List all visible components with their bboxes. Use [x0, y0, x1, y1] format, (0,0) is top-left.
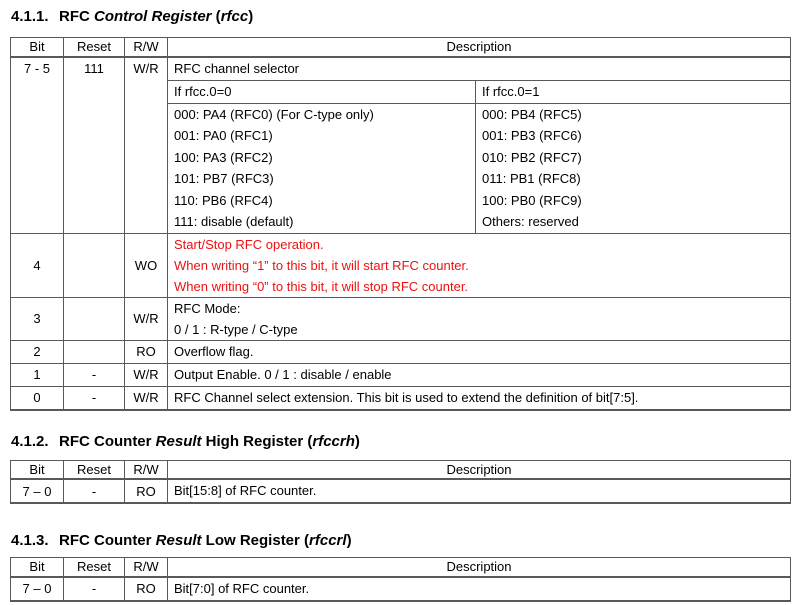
- rw-cell: W/R: [125, 297, 168, 340]
- option-line: 011: PB1 (RFC8): [482, 171, 581, 186]
- description-cell: [168, 479, 791, 503]
- col-header-rw: R/W: [125, 38, 168, 57]
- col-header-description: Description: [168, 558, 791, 577]
- col-header-description: Description: [168, 38, 791, 57]
- heading-number: 4.1.2.: [11, 432, 49, 450]
- heading-number: 4.1.1.: [11, 8, 49, 25]
- bit-cell: 3: [11, 297, 64, 340]
- bit-cell: 4: [11, 233, 64, 297]
- row-bit-0: [11, 386, 791, 410]
- heading-number: 4.1.3.: [11, 532, 49, 549]
- section-heading-4-1-3: [11, 532, 800, 549]
- register-name: rfccrh: [312, 432, 355, 450]
- reset-cell: 111: [64, 57, 125, 234]
- channel-selector-subtable: [168, 81, 790, 233]
- reset-cell: [64, 233, 125, 297]
- table-header-row: [11, 558, 791, 577]
- rfcc-register-table: [10, 37, 791, 411]
- heading-part-italic: Result: [155, 432, 202, 450]
- col-header-rw: R/W: [125, 460, 168, 479]
- description-cell: [168, 233, 791, 297]
- reset-cell: -: [64, 479, 125, 503]
- description-line: RFC channel selector: [168, 58, 790, 81]
- heading-part: ): [354, 432, 360, 450]
- description-cell: [168, 386, 791, 410]
- reset-cell: [64, 297, 125, 340]
- col-header-reset: Reset: [64, 38, 125, 57]
- rw-cell: W/R: [125, 363, 168, 386]
- option-line: 111: disable (default): [174, 214, 294, 229]
- description-line-red: When writing “0” to this bit, it will stop RFC counter.: [174, 278, 469, 294]
- table-header-row: [11, 460, 791, 479]
- col-header-reset: Reset: [64, 460, 125, 479]
- option-line: 101: PB7 (RFC3): [174, 171, 274, 186]
- subtable-condition-header: If rfcc.0=0: [168, 81, 475, 104]
- option-line: 100: PA3 (RFC2): [174, 149, 273, 165]
- description-line: RFC Mode:: [174, 300, 241, 316]
- bit-cell: 0: [11, 386, 64, 410]
- description-line: Output Enable. 0 / 1 : disable / enable: [174, 366, 392, 382]
- reset-cell: -: [64, 577, 125, 601]
- description-line-red: When writing “1” to this bit, it will start RFC counter.: [174, 257, 469, 273]
- subtable-column-rfcc0-0: [168, 81, 476, 233]
- row-bit-3: [11, 297, 791, 340]
- option-line: 001: PB3 (RFC6): [482, 128, 582, 143]
- heading-part: ): [346, 532, 352, 549]
- rw-cell: RO: [125, 577, 168, 601]
- reset-cell: [64, 340, 125, 363]
- bit-cell: 7 - 5: [11, 57, 64, 234]
- subtable-condition-header: If rfcc.0=1: [476, 81, 790, 104]
- bit-cell: 7 – 0: [11, 577, 64, 601]
- row-bit-7-0: [11, 577, 791, 601]
- subtable-column-rfcc0-1: [476, 81, 790, 233]
- description-line: Overflow flag.: [174, 343, 254, 359]
- rw-cell: WO: [125, 233, 168, 297]
- row-bit-7-5: [11, 57, 791, 234]
- col-header-reset: Reset: [64, 558, 125, 577]
- row-bit-1: [11, 363, 791, 386]
- heading-part-italic: Control Register: [94, 8, 212, 25]
- heading-part: RFC: [59, 8, 94, 25]
- heading-part: (: [211, 8, 221, 25]
- description-line-red: Start/Stop RFC operation.: [174, 236, 324, 252]
- bit-cell: 1: [11, 363, 64, 386]
- option-line: Others: reserved: [482, 214, 579, 229]
- col-header-bit: Bit: [11, 460, 64, 479]
- rfccrl-register-table: [10, 557, 791, 602]
- register-name: rfcc: [220, 8, 249, 25]
- option-line: 000: PB4 (RFC5): [482, 106, 582, 122]
- rfccrh-register-table: [10, 460, 791, 505]
- reset-cell: -: [64, 363, 125, 386]
- heading-part: Low Register (: [201, 532, 310, 549]
- option-line: 000: PA4 (RFC0) (For C-type only): [174, 106, 374, 122]
- bit-cell: 2: [11, 340, 64, 363]
- heading-part-italic: Result: [155, 532, 202, 549]
- heading-part: RFC Counter: [59, 432, 156, 450]
- reset-cell: -: [64, 386, 125, 410]
- heading-text: [59, 532, 352, 549]
- option-line: 100: PB0 (RFC9): [482, 192, 582, 208]
- heading-part: High Register (: [201, 432, 313, 450]
- description-cell: [168, 577, 791, 601]
- rw-cell: RO: [125, 340, 168, 363]
- row-bit-7-0: [11, 479, 791, 503]
- col-header-bit: Bit: [11, 558, 64, 577]
- description-cell: [168, 340, 791, 363]
- col-header-rw: R/W: [125, 558, 168, 577]
- heading-text: [59, 8, 253, 25]
- bit-cell: 7 – 0: [11, 479, 64, 503]
- col-header-bit: Bit: [11, 38, 64, 57]
- heading-text: [59, 433, 360, 450]
- rw-cell: W/R: [125, 57, 168, 234]
- description-cell: [168, 297, 791, 340]
- heading-part: RFC Counter: [59, 532, 156, 549]
- row-bit-2: [11, 340, 791, 363]
- description-cell: [168, 57, 791, 234]
- col-header-description: Description: [168, 460, 791, 479]
- row-bit-4: [11, 233, 791, 297]
- option-line: 110: PB6 (RFC4): [174, 192, 273, 208]
- table-header-row: [11, 38, 791, 57]
- description-cell: [168, 363, 791, 386]
- section-heading-4-1-2: [11, 433, 800, 450]
- register-name: rfccrl: [309, 532, 347, 549]
- description-line: RFC Channel select extension. This bit is used to extend the definition of bit[7:5].: [174, 389, 639, 405]
- rw-cell: RO: [125, 479, 168, 503]
- option-line: 001: PA0 (RFC1): [174, 128, 273, 143]
- description-line: Bit[15:8] of RFC counter.: [174, 483, 317, 498]
- heading-part: ): [248, 8, 254, 25]
- description-line: 0 / 1 : R-type / C-type: [174, 321, 298, 337]
- option-line: 010: PB2 (RFC7): [482, 149, 582, 165]
- section-heading-4-1-1: [11, 8, 800, 25]
- description-line: Bit[7:0] of RFC counter.: [174, 580, 310, 596]
- rw-cell: W/R: [125, 386, 168, 410]
